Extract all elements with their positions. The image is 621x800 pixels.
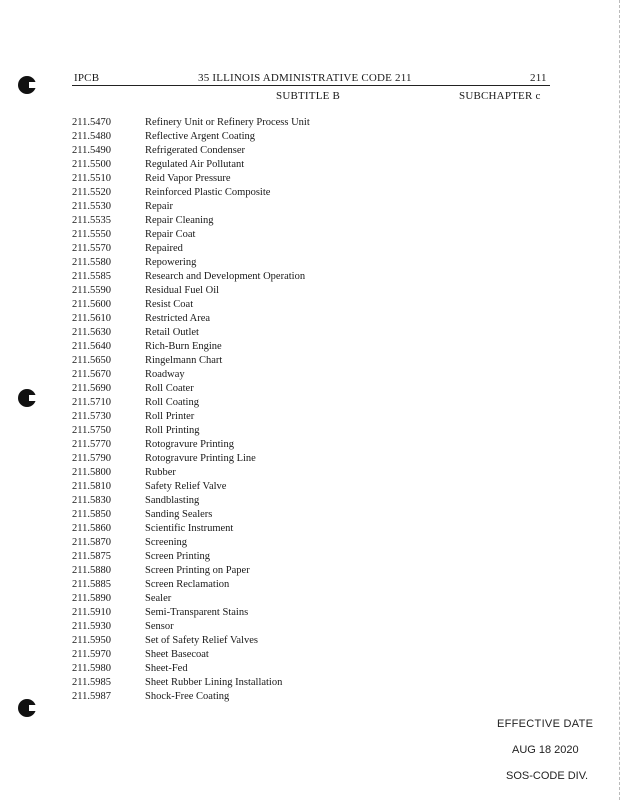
section-number: 211.5590 bbox=[72, 285, 111, 296]
defined-term: Rotogravure Printing Line bbox=[145, 453, 256, 464]
section-number: 211.5670 bbox=[72, 369, 111, 380]
section-number: 211.5535 bbox=[72, 215, 111, 226]
list-item bbox=[72, 256, 310, 270]
list-item bbox=[72, 172, 310, 186]
list-item bbox=[72, 466, 310, 480]
defined-term: Sanding Sealers bbox=[145, 509, 213, 520]
defined-term: Rich-Burn Engine bbox=[145, 341, 222, 352]
list-item bbox=[72, 396, 310, 410]
section-number: 211.5585 bbox=[72, 271, 111, 282]
defined-term: Rubber bbox=[145, 467, 176, 478]
section-number: 211.5610 bbox=[72, 313, 111, 324]
list-item bbox=[72, 550, 310, 564]
section-number: 211.5710 bbox=[72, 397, 111, 408]
section-number: 211.5880 bbox=[72, 565, 111, 576]
stamp-division: SOS-CODE DIV. bbox=[506, 770, 589, 782]
section-number: 211.5730 bbox=[72, 411, 111, 422]
list-item bbox=[72, 270, 310, 284]
defined-term: Screening bbox=[145, 537, 187, 548]
punch-hole-icon bbox=[18, 699, 36, 717]
defined-term: Sheet Basecoat bbox=[145, 649, 209, 660]
list-item bbox=[72, 200, 310, 214]
list-item bbox=[72, 424, 310, 438]
section-number: 211.5930 bbox=[72, 621, 111, 632]
section-number: 211.5970 bbox=[72, 649, 111, 660]
list-item bbox=[72, 564, 310, 578]
section-number: 211.5810 bbox=[72, 481, 111, 492]
defined-term: Repowering bbox=[145, 257, 197, 268]
section-index-list bbox=[72, 116, 310, 704]
defined-term: Sheet Rubber Lining Installation bbox=[145, 677, 283, 688]
section-number: 211.5800 bbox=[72, 467, 111, 478]
defined-term: Screen Printing bbox=[145, 551, 211, 562]
list-item bbox=[72, 228, 310, 242]
list-item bbox=[72, 676, 310, 690]
stamp-date: AUG 18 2020 bbox=[512, 744, 579, 756]
section-number: 211.5790 bbox=[72, 453, 111, 464]
list-item bbox=[72, 158, 310, 172]
defined-term: Sheet-Fed bbox=[145, 663, 188, 674]
defined-term: Safety Relief Valve bbox=[145, 481, 227, 492]
section-number: 211.5570 bbox=[72, 243, 111, 254]
defined-term: Reflective Argent Coating bbox=[145, 131, 256, 142]
list-item bbox=[72, 438, 310, 452]
list-item bbox=[72, 662, 310, 676]
defined-term: Reinforced Plastic Composite bbox=[145, 187, 271, 198]
section-number: 211.5987 bbox=[72, 691, 111, 702]
list-item bbox=[72, 242, 310, 256]
punch-hole-icon bbox=[18, 389, 36, 407]
list-item bbox=[72, 648, 310, 662]
list-item bbox=[72, 340, 310, 354]
list-item bbox=[72, 312, 310, 326]
defined-term: Rotogravure Printing bbox=[145, 439, 234, 450]
stamp-effective-date-label: EFFECTIVE DATE bbox=[497, 718, 594, 730]
section-number: 211.5830 bbox=[72, 495, 111, 506]
header-code-title: 35 ILLINOIS ADMINISTRATIVE CODE 211 bbox=[198, 72, 412, 84]
list-item bbox=[72, 354, 310, 368]
defined-term: Set of Safety Relief Valves bbox=[145, 635, 258, 646]
section-number: 211.5985 bbox=[72, 677, 111, 688]
header-subchapter: SUBCHAPTER c bbox=[459, 90, 541, 102]
defined-term: Roll Printing bbox=[145, 425, 200, 436]
defined-term: Residual Fuel Oil bbox=[145, 285, 220, 296]
list-item bbox=[72, 508, 310, 522]
section-number: 211.5490 bbox=[72, 145, 111, 156]
defined-term: Research and Development Operation bbox=[145, 271, 306, 282]
section-number: 211.5980 bbox=[72, 663, 111, 674]
header-subtitle: SUBTITLE B bbox=[276, 90, 341, 102]
defined-term: Scientific Instrument bbox=[145, 523, 234, 534]
list-item bbox=[72, 634, 310, 648]
header-agency: IPCB bbox=[74, 72, 100, 84]
list-item bbox=[72, 382, 310, 396]
header-part-number: 211 bbox=[530, 72, 547, 84]
section-number: 211.5875 bbox=[72, 551, 111, 562]
defined-term: Repair Cleaning bbox=[145, 215, 214, 226]
defined-term: Roll Printer bbox=[145, 411, 195, 422]
list-item bbox=[72, 592, 310, 606]
list-item bbox=[72, 452, 310, 466]
section-number: 211.5600 bbox=[72, 299, 111, 310]
defined-term: Repair bbox=[145, 201, 173, 212]
section-number: 211.5650 bbox=[72, 355, 111, 366]
list-item bbox=[72, 298, 310, 312]
defined-term: Screen Reclamation bbox=[145, 579, 230, 590]
defined-term: Roadway bbox=[145, 369, 185, 380]
list-item bbox=[72, 284, 310, 298]
list-item bbox=[72, 130, 310, 144]
section-number: 211.5500 bbox=[72, 159, 111, 170]
list-item bbox=[72, 410, 310, 424]
list-item bbox=[72, 214, 310, 228]
defined-term: Roll Coating bbox=[145, 397, 199, 408]
list-item bbox=[72, 578, 310, 592]
section-number: 211.5850 bbox=[72, 509, 111, 520]
defined-term: Regulated Air Pollutant bbox=[145, 159, 245, 170]
section-number: 211.5550 bbox=[72, 229, 111, 240]
defined-term: Refrigerated Condenser bbox=[145, 145, 246, 156]
section-number: 211.5510 bbox=[72, 173, 111, 184]
defined-term: Repair Coat bbox=[145, 229, 196, 240]
section-number: 211.5480 bbox=[72, 131, 111, 142]
defined-term: Shock-Free Coating bbox=[145, 691, 230, 702]
defined-term: Sealer bbox=[145, 593, 172, 604]
list-item bbox=[72, 536, 310, 550]
list-item bbox=[72, 186, 310, 200]
section-number: 211.5910 bbox=[72, 607, 111, 618]
section-number: 211.5690 bbox=[72, 383, 111, 394]
list-item bbox=[72, 522, 310, 536]
header-divider bbox=[72, 85, 550, 86]
section-number: 211.5520 bbox=[72, 187, 111, 198]
list-item bbox=[72, 690, 310, 704]
defined-term: Reid Vapor Pressure bbox=[145, 173, 231, 184]
page-edge-rule bbox=[619, 0, 620, 800]
section-number: 211.5640 bbox=[72, 341, 111, 352]
defined-term: Roll Coater bbox=[145, 383, 194, 394]
list-item bbox=[72, 620, 310, 634]
section-number: 211.5885 bbox=[72, 579, 111, 590]
list-item bbox=[72, 116, 310, 130]
section-number: 211.5950 bbox=[72, 635, 111, 646]
defined-term: Semi-Transparent Stains bbox=[145, 607, 249, 618]
section-number: 211.5470 bbox=[72, 117, 111, 128]
list-item bbox=[72, 326, 310, 340]
defined-term: Resist Coat bbox=[145, 299, 194, 310]
section-number: 211.5770 bbox=[72, 439, 111, 450]
list-item bbox=[72, 480, 310, 494]
section-number: 211.5870 bbox=[72, 537, 111, 548]
list-item bbox=[72, 144, 310, 158]
defined-term: Screen Printing on Paper bbox=[145, 565, 250, 576]
section-number: 211.5630 bbox=[72, 327, 111, 338]
list-item bbox=[72, 368, 310, 382]
section-number: 211.5890 bbox=[72, 593, 111, 604]
defined-term: Restricted Area bbox=[145, 313, 211, 324]
section-number: 211.5530 bbox=[72, 201, 111, 212]
defined-term: Sandblasting bbox=[145, 495, 200, 506]
section-number: 211.5750 bbox=[72, 425, 111, 436]
section-number: 211.5860 bbox=[72, 523, 111, 534]
defined-term: Ringelmann Chart bbox=[145, 355, 223, 366]
section-number: 211.5580 bbox=[72, 257, 111, 268]
list-item bbox=[72, 606, 310, 620]
defined-term: Sensor bbox=[145, 621, 174, 632]
defined-term: Repaired bbox=[145, 243, 183, 254]
punch-hole-icon bbox=[18, 76, 36, 94]
defined-term: Retail Outlet bbox=[145, 327, 199, 338]
list-item bbox=[72, 494, 310, 508]
defined-term: Refinery Unit or Refinery Process Unit bbox=[145, 117, 310, 128]
